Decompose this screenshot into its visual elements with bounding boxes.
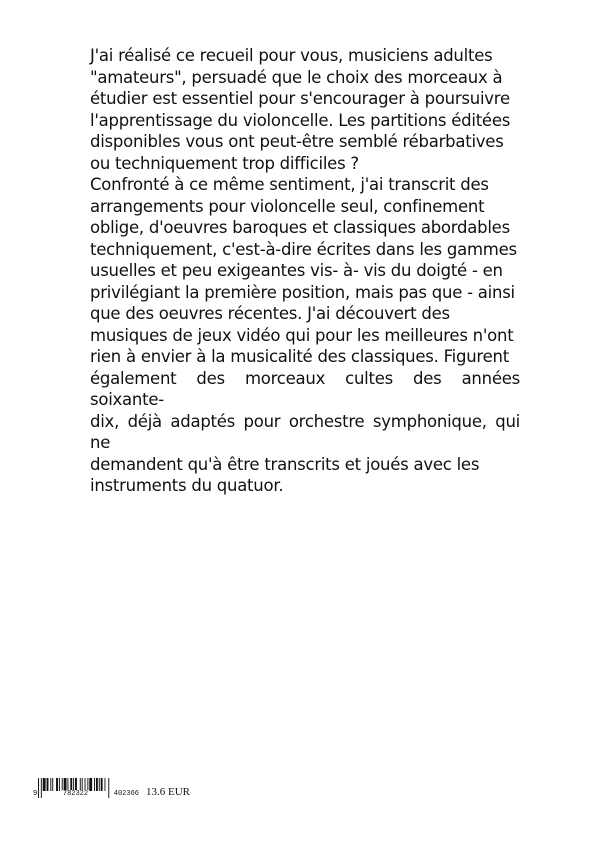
text-line: usuelles et peu exigeantes vis- à- vis du doigté - en <box>90 261 503 280</box>
text-line: Confronté à ce même sentiment, j'ai transcrit des <box>90 175 489 194</box>
text-line: demandent qu'à être transcrits et joués avec les <box>90 454 480 474</box>
text-line: disponibles vous ont peut-être semblé rébarbatives <box>90 132 504 151</box>
text-line: oblige, d'oeuvres baroques et classiques abordables <box>90 218 510 237</box>
back-cover-text <box>90 45 520 497</box>
text-line: instruments du quatuor. <box>90 476 284 495</box>
paragraph-2 <box>90 174 520 497</box>
isbn-barcode <box>32 778 140 800</box>
text-line: musiques de jeux vidéo qui pour les meilleures n'ont <box>90 325 514 345</box>
isbn-digit-group: 9 <box>33 790 38 798</box>
text-line: que des oeuvres récentes. J'ai découvert des <box>90 304 450 323</box>
price-label: 13.6 EUR <box>146 786 190 798</box>
text-line: l'apprentissage du violoncelle. Les partitions éditées <box>90 110 511 130</box>
text-line: également des morceaux cultes des années soixante- <box>90 368 520 409</box>
text-line: étudier est essentiel pour s'encourager à poursuivre <box>90 89 510 108</box>
text-line: arrangements pour violoncelle seul, confinement <box>90 196 485 216</box>
text-line: rien à envier à la musicalité des classiques. Figurent <box>90 347 509 366</box>
text-line: privilégiant la première position, mais pas que - ainsi <box>90 282 515 302</box>
isbn-digits <box>32 790 140 798</box>
text-line: J'ai réalisé ce recueil pour vous, musiciens adultes <box>90 46 493 65</box>
text-line: ou techniquement trop difficiles ? <box>90 153 359 173</box>
text-line: techniquement, c'est-à-dire écrites dans les gammes <box>90 239 517 259</box>
isbn-digit-group: 402366 <box>113 790 139 798</box>
isbn-digit-group: 782322 <box>62 790 89 798</box>
text-line: "amateurs", persuadé que le choix des morceaux à <box>90 67 503 87</box>
text-line: dix, déjà adaptés pour orchestre symphonique, qui ne <box>90 411 520 452</box>
paragraph-1 <box>90 45 520 174</box>
isbn-price-block <box>32 778 190 800</box>
